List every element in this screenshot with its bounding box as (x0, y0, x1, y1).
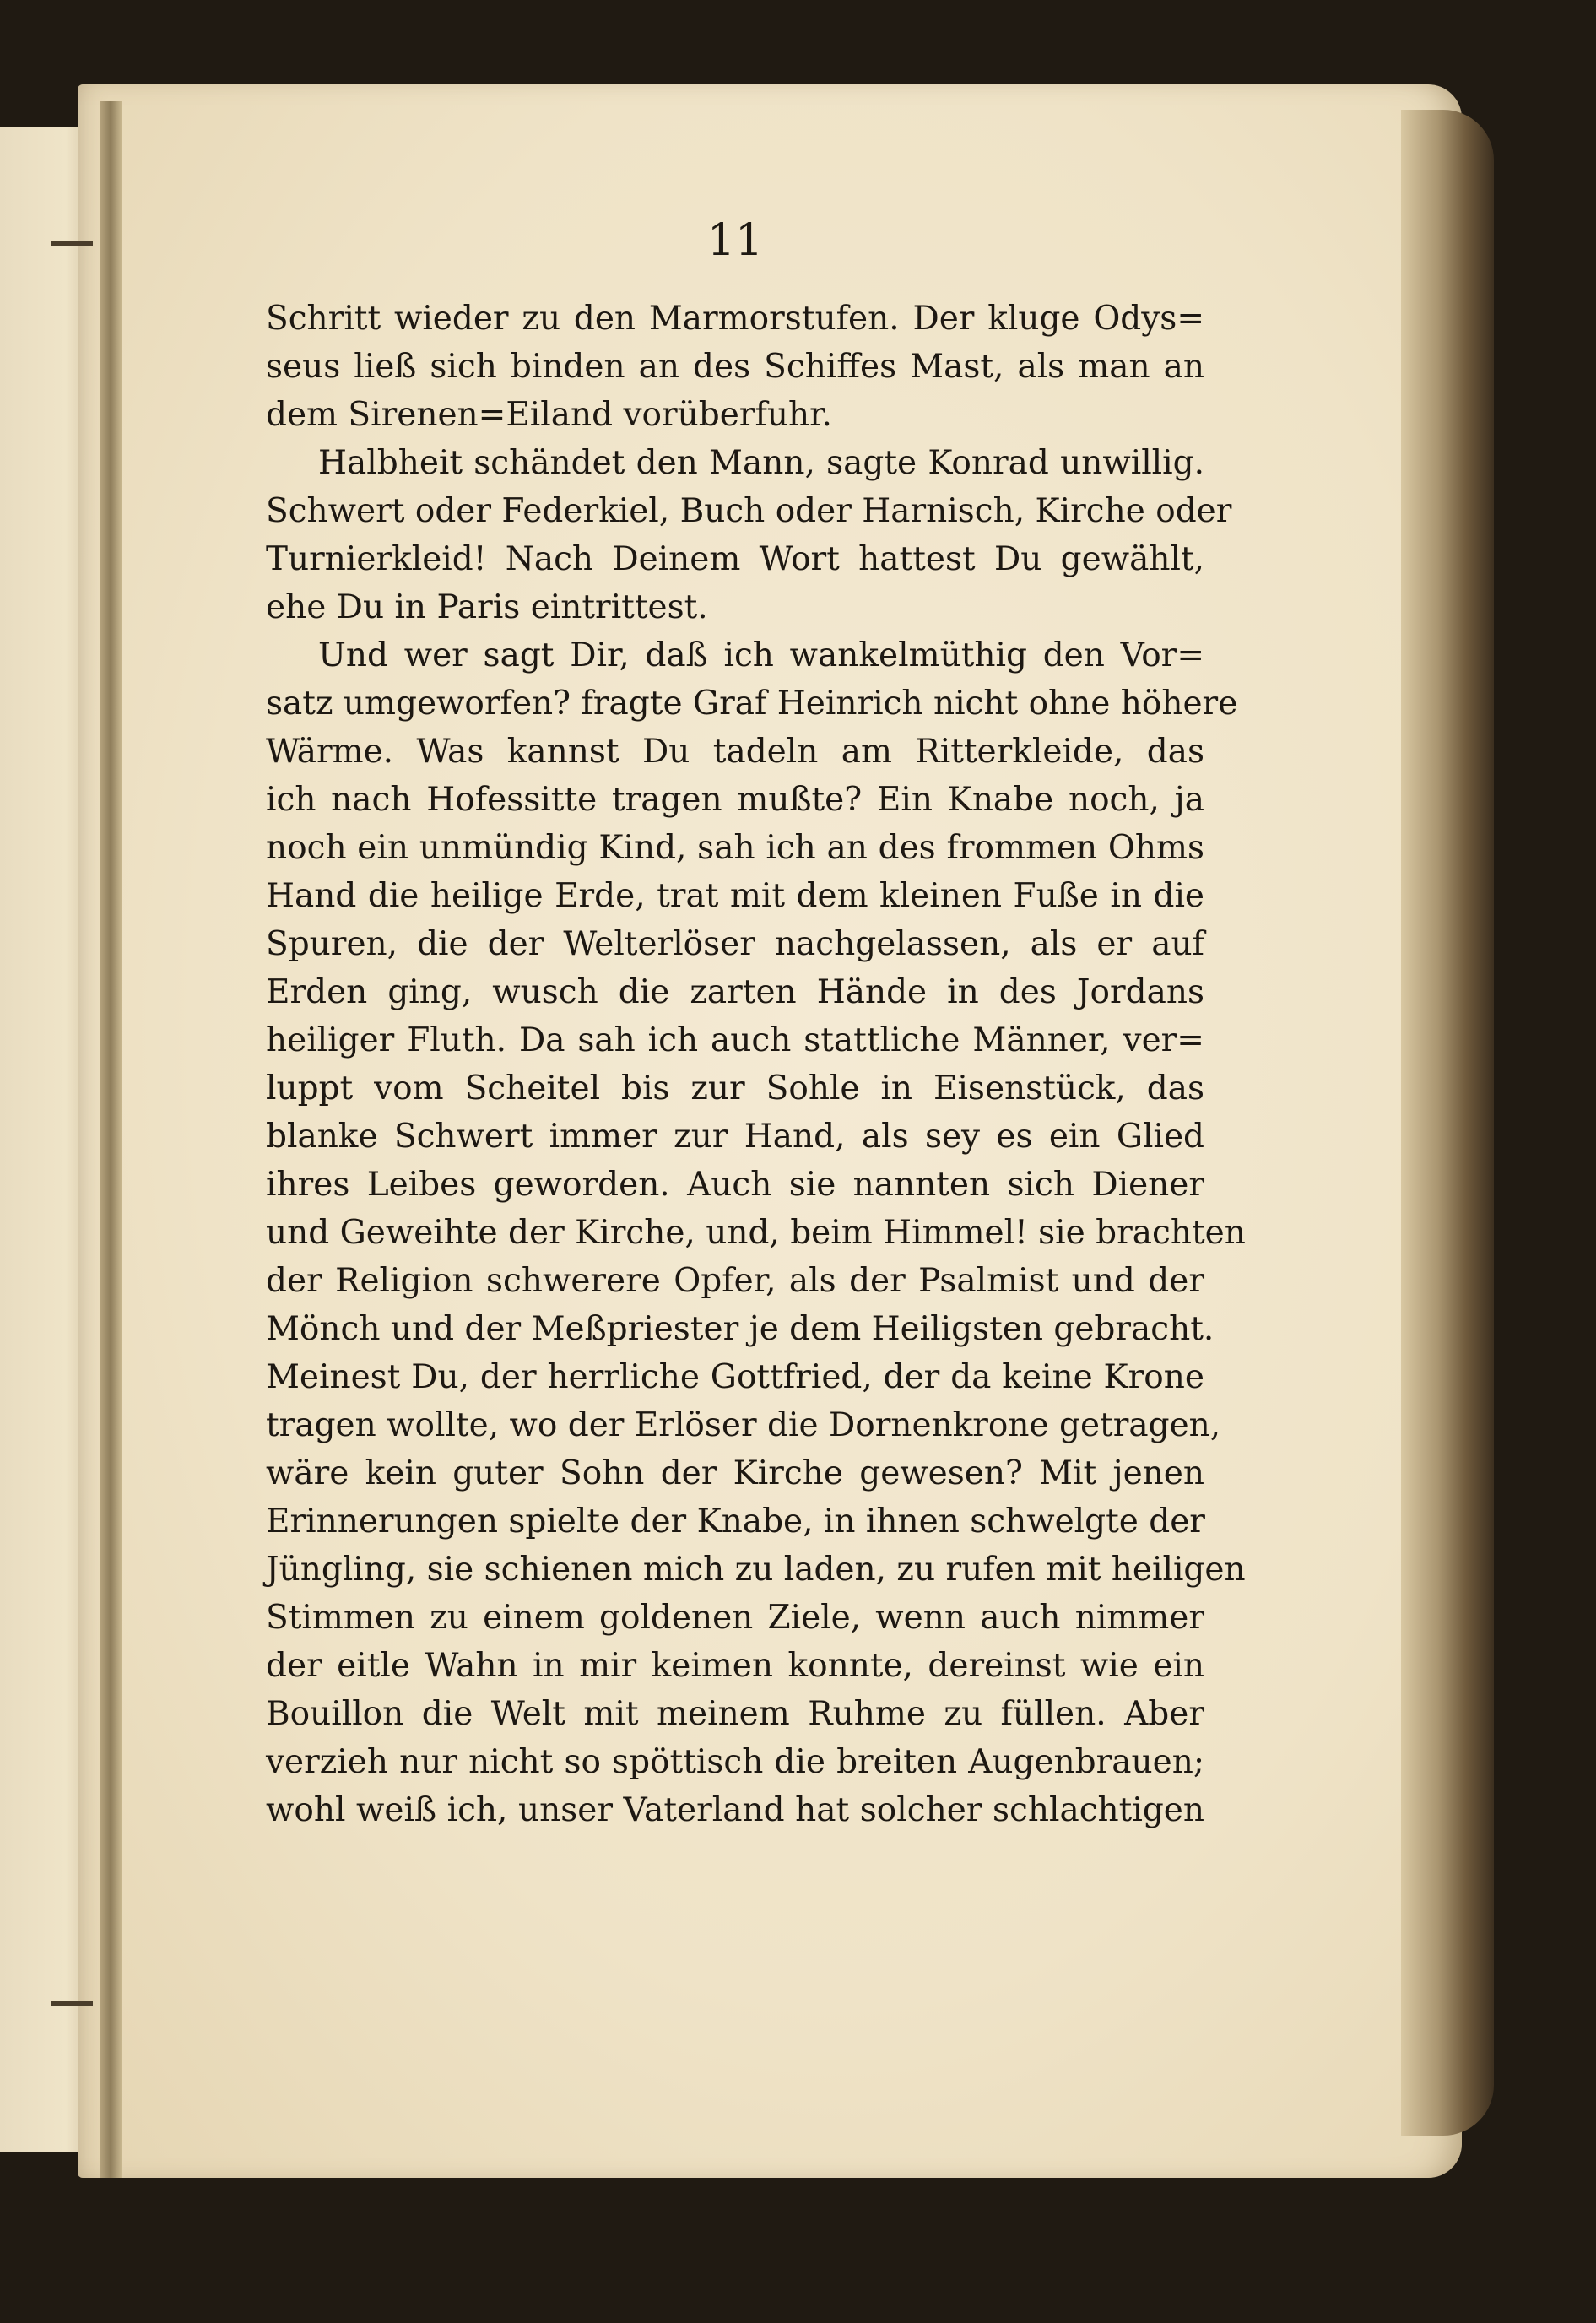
text-line: Halbheit schändet den Mann, sagte Konrad unwillig. (318, 444, 1204, 482)
text-line: wohl weiß ich, unser Vaterland hat solcher schlachtigen (266, 1791, 1204, 1829)
text-line: heiliger Fluth. Da sah ich auch stattliche Männer, ver= (266, 1021, 1204, 1059)
text-line: Turnierkleid! Nach Deinem Wort hattest Du gewählt, (266, 540, 1204, 578)
text-line: ihres Leibes geworden. Auch sie nannten sich Diener (266, 1166, 1204, 1204)
book-gutter (100, 101, 122, 2178)
text-line: dem Sirenen=Eiland vorüberfuhr. (266, 396, 832, 434)
text-line: blanke Schwert immer zur Hand, als sey es ein Glied (266, 1118, 1204, 1156)
text-line: seus ließ sich binden an des Schiffes Mast, als man an (266, 348, 1204, 386)
page-number: 11 (706, 215, 764, 266)
binding-stitch (51, 2001, 93, 2006)
text-line: und Geweihte der Kirche, und, beim Himmel! sie brachten (266, 1214, 1246, 1252)
text-line: Mönch und der Meßpriester je dem Heiligsten gebracht. (266, 1310, 1215, 1348)
text-line: Stimmen zu einem goldenen Ziele, wenn auch nimmer (266, 1599, 1204, 1637)
text-line: Erden ging, wusch die zarten Hände in des Jordans (266, 973, 1204, 1011)
text-block (266, 295, 1246, 1834)
text-line: satz umgeworfen? fragte Graf Heinrich nicht ohne höhere (266, 685, 1238, 723)
binding-stitch (51, 241, 93, 246)
text-line: Meinest Du, der herrliche Gottfried, der da keine Krone (266, 1358, 1204, 1396)
text-line: Hand die heilige Erde, trat mit dem kleinen Fuße in die (266, 877, 1204, 915)
text-line: ich nach Hofessitte tragen mußte? Ein Knabe noch, ja (266, 781, 1204, 819)
page-edge-shadow (1401, 110, 1494, 2136)
text-line: Schwert oder Federkiel, Buch oder Harnisch, Kirche oder (266, 492, 1232, 530)
text-line: tragen wollte, wo der Erlöser die Dornenkrone getragen, (266, 1406, 1221, 1444)
text-line: der Religion schwerere Opfer, als der Psalmist und der (266, 1262, 1204, 1300)
text-line: ehe Du in Paris eintrittest. (266, 588, 708, 626)
text-line: Schritt wieder zu den Marmorstufen. Der kluge Odys= (266, 300, 1204, 338)
text-line: Erinnerungen spielte der Knabe, in ihnen schwelgte der (266, 1503, 1205, 1541)
page-content (266, 215, 1246, 1834)
text-line: noch ein unmündig Kind, sah ich an des frommen Ohms (266, 829, 1204, 867)
text-line: Spuren, die der Welterlöser nachgelassen, als er auf (266, 925, 1204, 963)
text-line: verzieh nur nicht so spöttisch die breiten Augenbrauen; (266, 1743, 1204, 1781)
text-line: luppt vom Scheitel bis zur Sohle in Eisenstück, das (266, 1069, 1204, 1107)
text-line: Und wer sagt Dir, daß ich wankelmüthig den Vor= (318, 636, 1204, 674)
text-line: Jüngling, sie schienen mich zu laden, zu rufen mit heiligen (266, 1551, 1246, 1589)
text-line: wäre kein guter Sohn der Kirche gewesen? Mit jenen (266, 1454, 1204, 1492)
text-line: Bouillon die Welt mit meinem Ruhme zu füllen. Aber (266, 1695, 1204, 1733)
text-line: Wärme. Was kannst Du tadeln am Ritterkleide, das (266, 733, 1204, 771)
text-line: der eitle Wahn in mir keimen konnte, dereinst wie ein (266, 1647, 1204, 1685)
